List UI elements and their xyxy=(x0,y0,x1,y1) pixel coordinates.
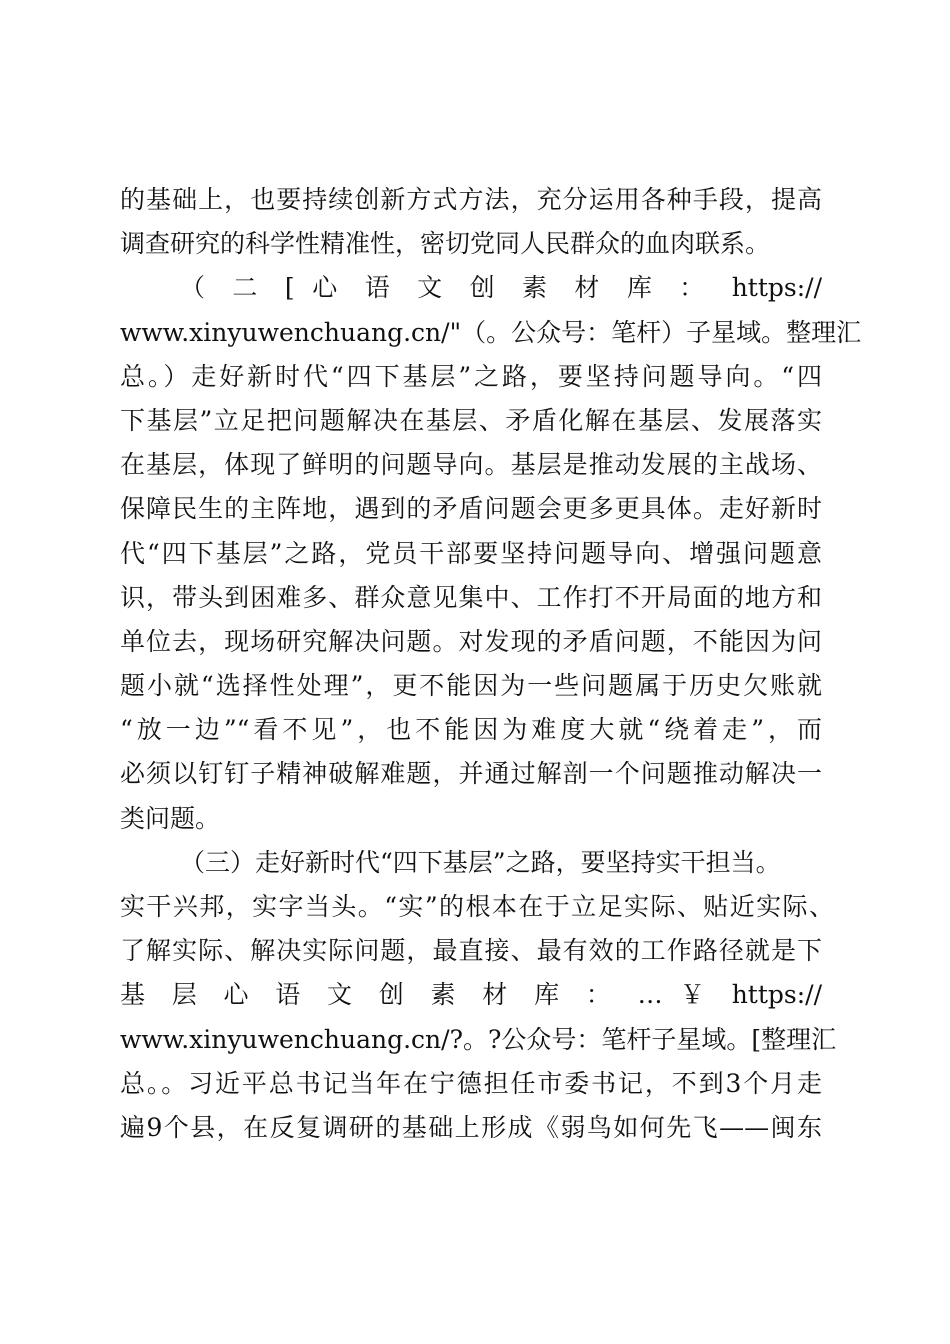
text-line: 调查研究的科学性精准性，密切党同人民群众的血肉联系。 xyxy=(120,229,771,259)
text-line: 在基层，体现了鲜明的问题导向。基层是推动发展的主战场、 xyxy=(120,450,822,480)
text-line: 代“四下基层”之路，党员干部要坚持问题导向、增强问题意 xyxy=(120,538,822,568)
text-line: www.xinyuwenchuang.cn/"（。公众号：笔杆）子星域。整理汇 xyxy=(120,317,862,347)
text-line: 识，带头到困难多、群众意见集中、工作打不开局面的地方和 xyxy=(120,582,822,612)
text-line: 了解实际、解决实际问题，最直接、最有效的工作路径就是下 xyxy=(120,936,822,966)
document-body xyxy=(120,178,862,1150)
text-line: 总。）走好新时代“四下基层”之路，要坚持问题导向。“四 xyxy=(120,361,822,391)
text-line: 题小就“选择性处理”，更不能因为一些问题属于历史欠账就 xyxy=(120,671,822,701)
text-line: 类问题。 xyxy=(120,803,221,833)
text-line: 的基础上，也要持续创新方式方法，充分运用各种手段，提高 xyxy=(120,185,822,214)
text-line: 必须以钉钉子精神破解难题，并通过解剖一个问题推动解决一 xyxy=(120,759,822,789)
text-line: www.xinyuwenchuang.cn/?。?公众号：笔杆子星域。[整理汇 xyxy=(120,1024,837,1054)
text-line: （三）走好新时代“四下基层”之路，要坚持实干担当。 xyxy=(180,847,781,877)
text-line: 基 层 心 语 文 创 素 材 库 ： … ￥ https:// xyxy=(120,980,822,1010)
text-line: 遍9个县，在反复调研的基础上形成《弱鸟如何先飞——闽东 xyxy=(120,1112,822,1142)
text-line: 单位去，现场研究解决问题。对发现的矛盾问题，不能因为问 xyxy=(120,626,822,656)
text-line: 实干兴邦，实字当头。“实”的根本在于立足实际、贴近实际、 xyxy=(120,892,834,921)
text-line: “放一边”“看不见”，也不能因为难度大就“绕着走”，而 xyxy=(120,715,822,745)
text-line: 总。。习近平总书记当年在宁德担任市委书记，不到3个月走 xyxy=(120,1068,822,1098)
text-line: （ 二 [ 心 语 文 创 素 材 库 ： https:// xyxy=(180,273,822,303)
text-line: 下基层”立足把问题解决在基层、矛盾化解在基层、发展落实 xyxy=(120,405,822,435)
text-line: 保障民生的主阵地，遇到的矛盾问题会更多更具体。走好新时 xyxy=(120,494,822,524)
